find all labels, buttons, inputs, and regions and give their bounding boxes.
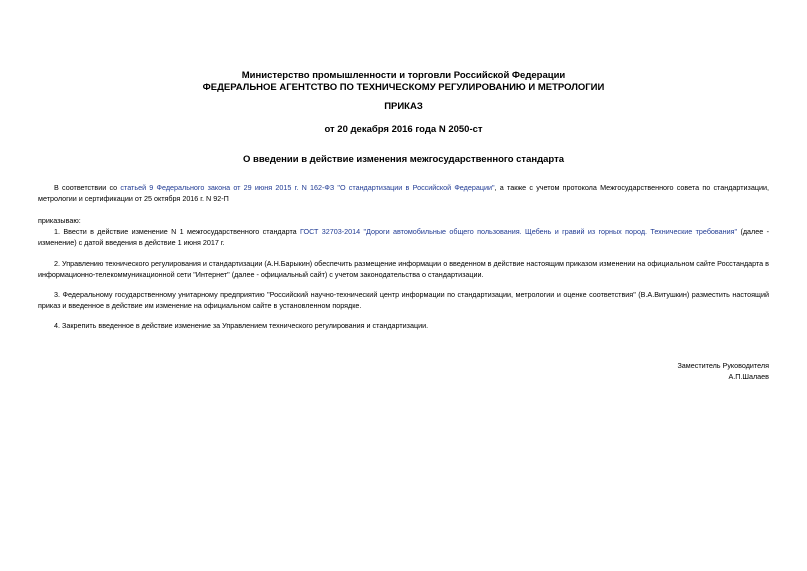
item-4-paragraph: 4. Закрепить введенное в действие изменение за Управлением технического регулирования и стандартизации. (54, 321, 429, 330)
signatory-position: Заместитель Руководителя (677, 361, 769, 370)
signatory-name: А.П.Шалаев (728, 372, 769, 381)
law-article-link[interactable]: статьей 9 Федерального закона от 29 июня 2015 г. N 162-ФЗ "О стандартизации в Российской Федерации" (120, 183, 495, 192)
item-1-text-after: (далее - изменение) с датой введения в действие 1 июня 2017 г. (38, 227, 769, 247)
item-1-paragraph (38, 226, 769, 248)
preamble-text-after: , а также с учетом протокола Межгосударственного совета по стандартизации, метрологии и сертификации от 25 октября 2016 г. N 92-П (38, 183, 769, 203)
decree-word: приказываю: (38, 216, 81, 225)
document-type: ПРИКАЗ (384, 101, 423, 112)
item-3-paragraph: 3. Федеральному государственному унитарному предприятию "Российский научно-технический центр информации по стандартизации, метрологии и оценке соответствия" (В.А.Витушкин) разместить настоящий приказ и введенное в действие им изменение на официальном сайте в установленном порядке. (38, 290, 769, 310)
item-2-paragraph: 2. Управлению технического регулирования и стандартизации (А.Н.Барыкин) обеспечить размещение информации о введенном в действие настоящим приказом изменении на официальном сайте Росстандарта в информационно-телекоммуникационной сети "Интернет" (далее - официальный сайт) с учетом законодательства о стандартизации. (38, 259, 769, 279)
issuer-header (0, 70, 807, 94)
ministry-name: Министерство промышленности и торговли Российской Федерации (241, 70, 566, 81)
gost-standard-link[interactable]: ГОСТ 32703-2014 "Дороги автомобильные общего пользования. Щебень и гравий из горных пород. Технические требования" (300, 227, 738, 236)
document-title: О введении в действие изменения межгосударственного стандарта (242, 154, 565, 165)
document-date: от 20 декабря 2016 года N 2050-ст (324, 124, 483, 135)
item-1-text-before: 1. Ввести в действие изменение N 1 межгосударственного стандарта (54, 227, 301, 236)
agency-name: ФЕДЕРАЛЬНОЕ АГЕНТСТВО ПО ТЕХНИЧЕСКОМУ РЕГУЛИРОВАНИЮ И МЕТРОЛОГИИ (202, 82, 605, 93)
preamble-paragraph (38, 182, 769, 204)
preamble-text-before: В соответствии со (54, 183, 121, 192)
